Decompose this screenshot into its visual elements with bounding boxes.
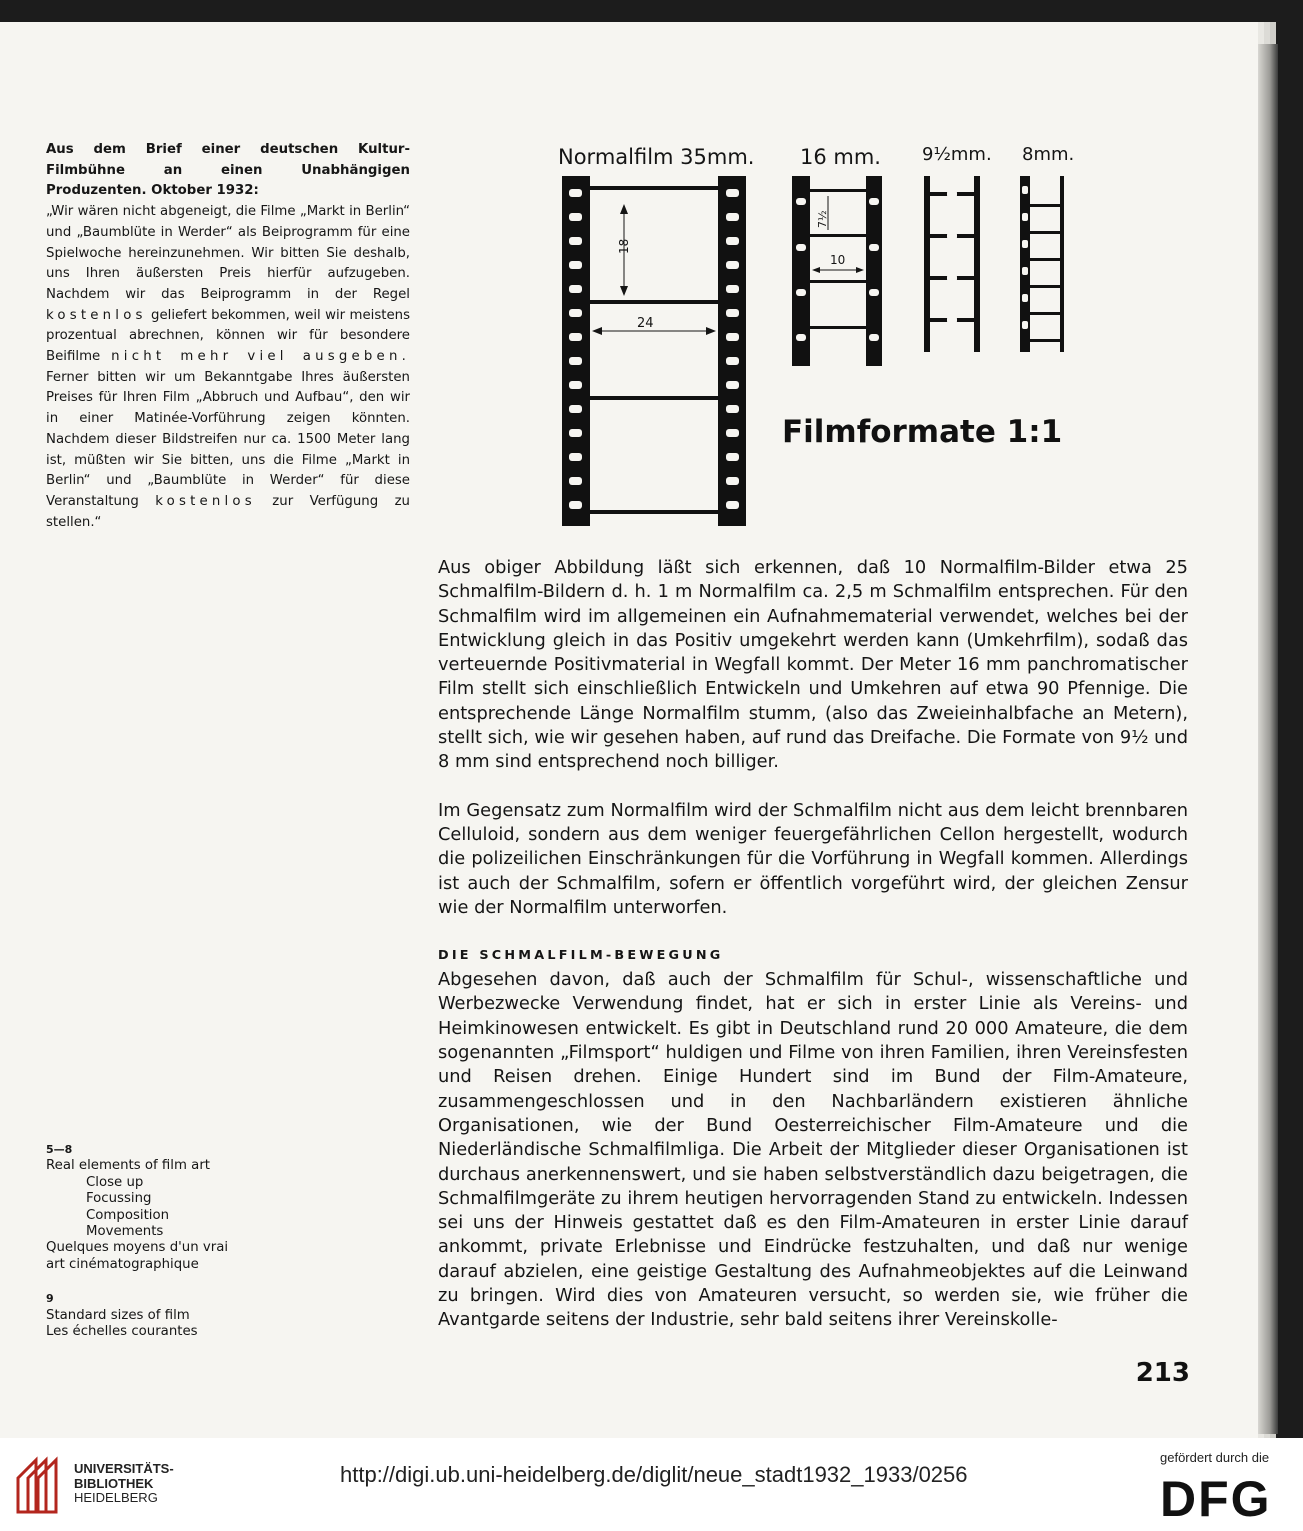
library-name [74,1462,174,1506]
caption-item-2: Focussing [86,1191,152,1207]
dfg-logo: DFG [1160,1471,1272,1527]
letter-text-2: geliefert bekommen, weil wir meistens prozentual abrechnen, können wir für besondere Beifilme [46,307,410,365]
caption-item-3: Composition [86,1207,170,1223]
caption-line-3: art cinématographique [46,1256,199,1272]
letter-spaced-1: kostenlos [46,307,147,323]
label-9mm: 9½mm. [922,144,992,165]
caption-number-2: 9 [46,1292,54,1306]
paragraph-2: Im Gegensatz zum Normalfilm wird der Schmalfilm nicht aus dem leicht brennbaren Celluloid, sondern aus dem weniger feuergefährlichen Cellon hergestellt, wodurch die polizeilichen Einschränkungen für die Vorführung in Wegfall kommen. Allerdings ist auch der Schmalfilm, sofern er öffentlich vorgeführt wird, der gleichen Zensur wie der Normalfilm unterworfen. [438,799,1188,918]
page-stack-edge [1258,44,1278,1434]
strip-35mm [562,176,746,526]
permalink-url[interactable]: http://digi.ub.uni-heidelberg.de/diglit/neue_stadt1932_1933/0256 [340,1462,968,1487]
book-page [0,22,1258,1438]
page-number: 213 [1135,1358,1190,1388]
letter-spaced-3: kostenlos [155,493,256,509]
main-article [438,556,1188,1333]
letter-body [46,202,410,533]
library-line-1: UNIVERSITÄTS- [74,1461,174,1476]
letter-heading: Aus dem Brief einer deutschen Kultur-Filmbühne an einen Unabhängigen Produzenten. Oktober 1932: [46,142,410,199]
strip-9mm [924,176,980,352]
dim-7-label: 7½ [816,210,829,228]
figure-title: Filmformate 1:1 [782,414,1063,450]
strip-16mm [792,176,882,366]
caption-item-1: Close up [86,1174,144,1190]
letter-text-3: Ferner bitten wir um Bekanntgabe Ihres äußersten Preises für Ihren Film „Abbruch und Aufbau“, den wir in einer Matinée-Vorführung zeigen könnten. Nachdem dieser Bildstreifen nur ca. 1500 Meter lang ist, müßten wir Sie bitten, uns die Filme „Markt in Berlin“ und „Baumblüte in Werder“ für diese Veranstaltung [46,369,410,509]
paragraph-1: Aus obiger Abbildung läßt sich erkennen, daß 10 Normalfilm-Bilder etwa 25 Schmalfilm-Bildern d. h. 1 m Normalfilm ca. 2,5 m Schmalfilm entsprechen. Für den Schmalfilm wird im allgemeinen ein Aufnahmematerial verwendet, welches bei der Entwicklung gleich in das Positiv umgekehrt werden kann (Umkehrfilm), sodaß das verteuernde Positivmaterial in Wegfall kommt. Der Meter 16 mm panchromatischer Film stellt sich einschließlich Entwickeln und Umkehren auf etwa 90 Pfennige. Die entsprechende Länge Normalfilm stumm, (also das Zweieinhalbfache an Metern), stellt sich, wie wir gesehen haben, auf rund das Dreifache. Die Formate von 9½ und 8 mm sind entsprechend noch billiger. [438,557,1188,773]
caption-line-1: Real elements of film art [46,1158,210,1174]
caption-line-2: Quelques moyens d'un vrai [46,1240,229,1256]
caption-line-4: Standard sizes of film [46,1307,190,1323]
caption-line-5: Les échelles courantes [46,1324,198,1340]
label-16mm: 16 mm. [800,145,881,169]
letter-spaced-2: nicht mehr viel ausgeben. [111,349,410,365]
section-heading: DIE SCHMALFILM-BEWEGUNG [438,948,724,964]
film-strips-illustration [510,134,1110,534]
label-35mm: Normalfilm 35mm. [558,145,755,169]
dim-18-label: 18 [617,238,631,254]
caption-gap [46,1273,296,1291]
letter-text-4: zur Verfügung zu stellen.“ [46,493,410,530]
ub-heidelberg-logo-icon [14,1454,66,1516]
library-line-3: HEIDELBERG [74,1490,158,1505]
dim-10-label: 10 [830,253,846,267]
funding-label: gefördert durch die [1160,1450,1270,1465]
figure-captions [46,1142,296,1340]
caption-item-4: Movements [86,1224,164,1240]
letter-quote [46,140,410,533]
paragraph-3: Abgesehen davon, daß auch der Schmalfilm für Schul-, wissenschaftliche und Werbezwecke Verwendung findet, hat er sich in erster Linie als Vereins- und Heimkinowesen entwickelt. Es gibt in Deutschland rund 20 000 Amateure, die dem sogenannten „Filmsport“ huldigen und Filme von ihren Familien, ihren Vereinsfesten und Reisen drehen. Einige Hundert sind im Bund der Film-Amateure, zusammengeschlossen und in den Nachbarländern existieren ähnliche Organisationen, wie der Bund Oesterreichischer Film-Amateure und die Niederländische Schmalfilmliga. Die Arbeit der Mitglieder dieser Organisationen ist durchaus anerkennenswert, und sie haben selbstverständlich dazu beigetragen, die Schmalfilmgeräte zu ihrem heutigen hervorragenden Stand zu entwickeln. Indessen sei uns der Hinweis gestattet daß es den Film-Amateuren in erster Linie darauf ankommt, private Erlebnisse und Eindrücke festzuhalten, und daß nur wenige darauf abzielen, eine geistige Gestaltung des Aufnahmeobjektes auf die Leinwand zu bringen. Wird dies von Amateuren versucht, so werden sie, wie früher die Avantgarde seitens der Industrie, sehr bald seitens ihrer Vereinskolle- [438,969,1188,1331]
library-line-2: BIBLIOTHEK [74,1475,154,1491]
caption-number-1: 5—8 [46,1143,73,1156]
label-8mm: 8mm. [1022,144,1075,165]
letter-text-1: „Wir wären nicht abgeneigt, die Filme „Markt in Berlin“ und „Baumblüte in Werder“ als Beiprogramm für eine Spielwoche hereinzunehmen. Wir bitten Sie deshalb, uns Ihren äußersten Preis hierfür aufzugeben. Nachdem wir das Beiprogramm in der Regel [46,204,410,302]
film-formats-figure [510,134,1110,534]
strip-8mm [1020,176,1064,352]
dim-24-label: 24 [637,316,654,331]
footer-bar [0,1438,1303,1531]
